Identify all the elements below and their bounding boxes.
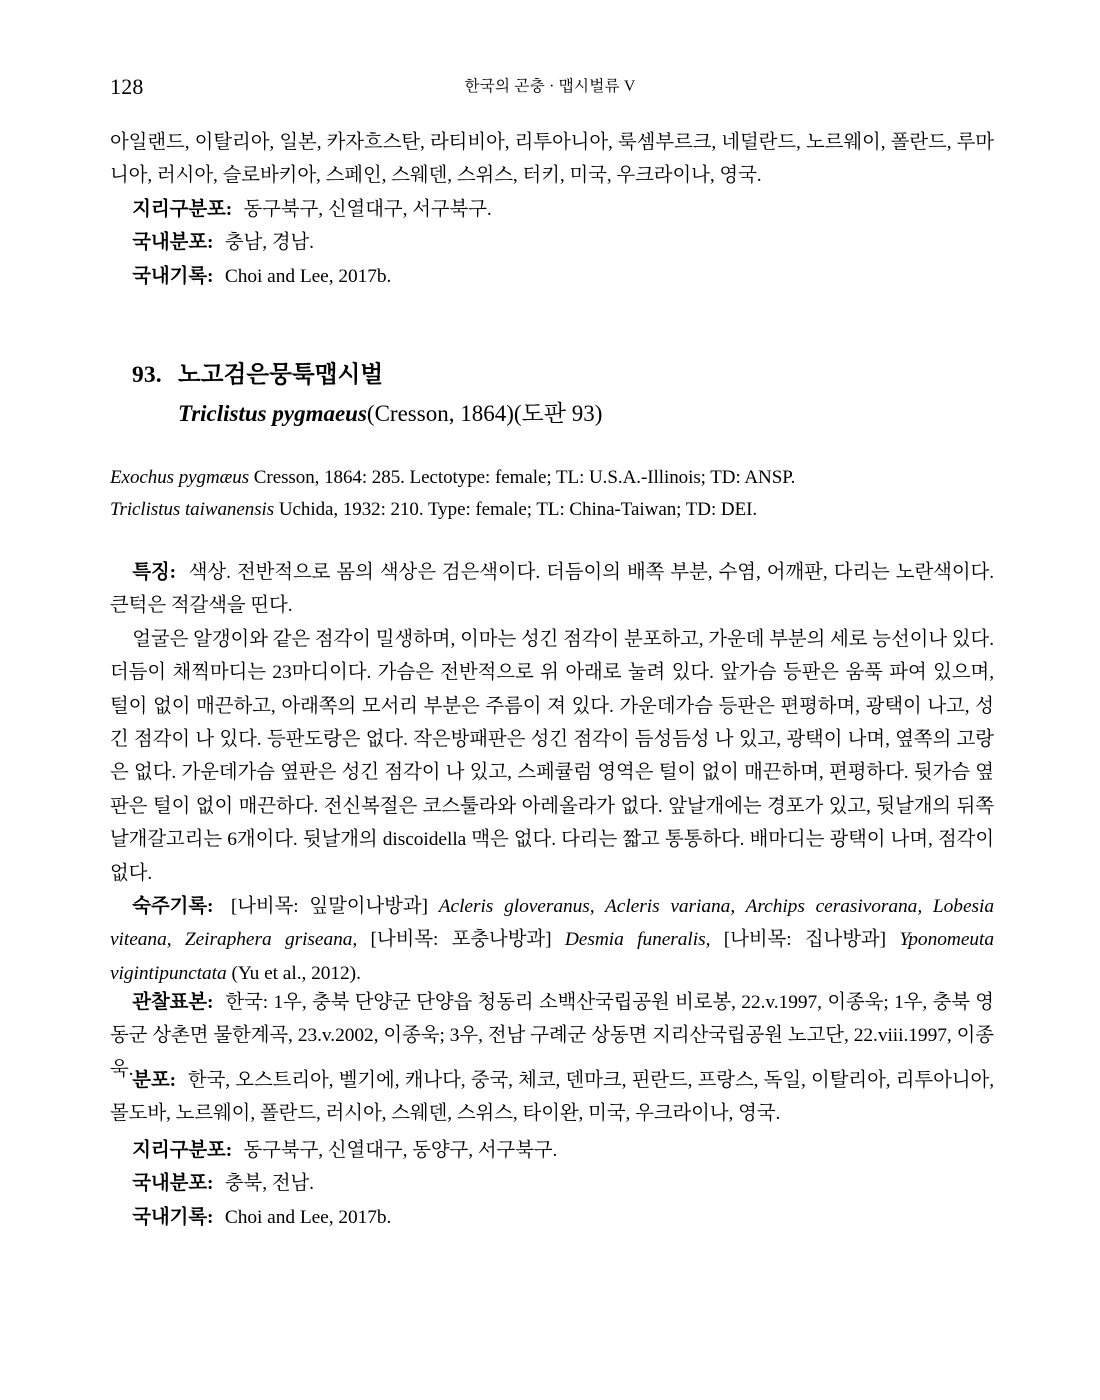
field-value: 동구북구, 신열대구, 동양구, 서구북구. [243,1140,558,1161]
previous-distribution-text: 아일랜드, 이탈리아, 일본, 카자흐스탄, 라티비아, 리투아니아, 룩셈부르크, 네덜란드, 노르웨이, 폴란드, 루마니아, 러시아, 슬로바키아, 스페인, 스웨덴, 스위스, 터키, 미국, 우크라이나, 영국. [110,132,994,187]
host-taxa: Acleris gloveranus, Acleris variana, Archips cerasivorana, Lobesia viteana, Zeiraphera griseana, [110,896,994,951]
field-value: Choi and Lee, 2017b. [224,1206,392,1228]
host-record-paragraph [110,890,994,990]
synonym-name: Triclistus taiwanensis [110,499,275,520]
field-label: 관찰표본 [132,992,208,1013]
host-seg: [나비목: 집나방과] [710,929,900,951]
field-korea-distribution-prev [110,226,994,259]
synonym-details: Uchida, 1932: 210. Type: female; TL: China-Taiwan; TD: DEI. [274,499,758,520]
field-korea-record-prev [110,260,994,293]
species-fields-block [110,1134,994,1234]
field-colon: : [207,232,214,254]
host-taxa: Desmia funeralis, [564,929,711,951]
field-colon: : [207,265,214,287]
field-label: 국내분포 [132,232,208,254]
field-colon: : [207,1206,214,1228]
field-colon: : [207,992,214,1013]
field-value: 동구북구, 신열대구, 서구북구. [243,198,492,220]
distribution-block [110,1064,994,1131]
species-plate: (도판 93) [513,401,603,426]
species-number: 93. [132,362,162,388]
field-colon: : [207,1173,214,1195]
synonym-details: Cresson, 1864: 285. Lectotype: female; TL: U.S.A.-Illinois; TD: ANSP. [249,467,796,488]
field-colon: : [169,562,177,583]
species-authority: (Cresson, 1864) [366,401,514,426]
species-korean-name: 노고검은뭉툭맵시벌 [178,362,384,388]
field-korea-distribution [110,1167,994,1200]
host-citation: (Yu et al., 2012). [226,962,361,984]
distribution-paragraph [110,1064,994,1131]
field-label: 국내분포 [132,1173,208,1195]
field-label: 분포 [132,1070,170,1091]
field-colon: : [207,896,214,917]
distribution-text: 한국, 오스트리아, 벨기에, 캐나다, 중국, 체코, 덴마크, 핀란드, 프랑스, 독일, 이탈리아, 리투아니아, 몰도바, 노르웨이, 폴란드, 러시아, 스웨덴, 스위스, 타이완, 미국, 우크라이나, 영국. [110,1070,994,1125]
field-label: 국내기록 [132,1206,208,1228]
field-colon: : [225,198,233,220]
field-label: 지리구분포 [132,1140,226,1161]
book-title-header: 한국의 곤충 · 맵시벌류 V [464,78,636,95]
field-value: Choi and Lee, 2017b. [224,265,392,287]
previous-entry-block [110,126,994,293]
synonym-line [110,462,994,494]
species-heading-scientific-line [110,396,994,432]
synonymy-block [110,462,994,526]
material-examined-text: 한국: 1우, 충북 단양군 단양읍 청동리 소백산국립공원 비로봉, 22.v.1997, 이종욱; 1우, 충북 영동군 상촌면 물한계곡, 23.v.2002, 이종욱; 3우, 전남 구례군 상동면 지리산국립공원 노고단, 22.viii.1997, 이종욱. [110,992,994,1080]
species-scientific-name: Triclistus pygmaeus [178,401,367,426]
host-seg: [나비목: 잎말이나방과] [230,896,439,917]
field-geographic-distribution-prev [110,193,994,226]
description-block [110,556,994,890]
host-seg: [나비목: 포충나방과] [357,929,565,951]
field-label: 숙주기록 [132,896,208,917]
description-paragraph-2: 얼굴은 알갱이와 같은 점각이 밀생하며, 이마는 성긴 점각이 분포하고, 가운데 부분의 세로 능선이나 있다. 더듬이 채찍마디는 23마디이다. 가슴은 전반적으로 위 아래로 눌려 있다. 앞가슴 등판은 움푹 파여 있으며, 털이 없이 매끈하고, 아래쪽의 모서리 부분은 주름이 져 있다. 가운데가슴 등판은 편평하며, 광택이 나고, 성긴 점각이 나 있다. 등판도랑은 없다. 작은방패판은 성긴 점각이 듬성듬성 나 있고, 광택이 나며, 옆쪽의 고랑은 없다. 가운데가슴 옆판은 성긴 점각이 나 있고, 스페큘럼 영역은 털이 없이 매끈하며, 편평하다. 뒷가슴 옆판은 털이 없이 매끈하다. 전신복절은 코스툴라와 아레올라가 없다. 앞날개에는 경포가 있고, 뒷날개의 뒤쪽 날개갈고리는 6개이다. 뒷날개의 discoidella 맥은 없다. 다리는 짧고 통통하다. 배마디는 광택이 나며, 점각이 없다. [110,628,994,884]
field-geographic-distribution [110,1134,994,1167]
field-label: 특징 [132,562,170,583]
host-taxa: Yponomeuta vigintipunctata [110,929,995,984]
description-paragraph-1 [110,556,994,623]
field-value: 충남, 경남. [224,232,314,254]
description-text: 색상. 전반적으로 몸의 색상은 검은색이다. 더듬이의 배쪽 부분, 수염, 어깨판, 다리는 노란색이다. 큰턱은 적갈색을 띤다. [110,562,994,617]
species-heading-korean-line [110,358,994,392]
field-value: 충북, 전남. [224,1173,314,1195]
field-korea-record [110,1201,994,1234]
species-heading [110,358,994,432]
field-colon: : [169,1070,177,1091]
running-head [110,72,990,102]
field-label: 국내기록 [132,265,208,287]
synonym-line [110,494,994,526]
field-label: 지리구분포 [132,198,226,220]
page-number: 128 [110,74,144,99]
host-record-block [110,890,994,990]
field-colon: : [225,1140,233,1161]
synonym-name: Exochus pygmæus [110,467,250,488]
